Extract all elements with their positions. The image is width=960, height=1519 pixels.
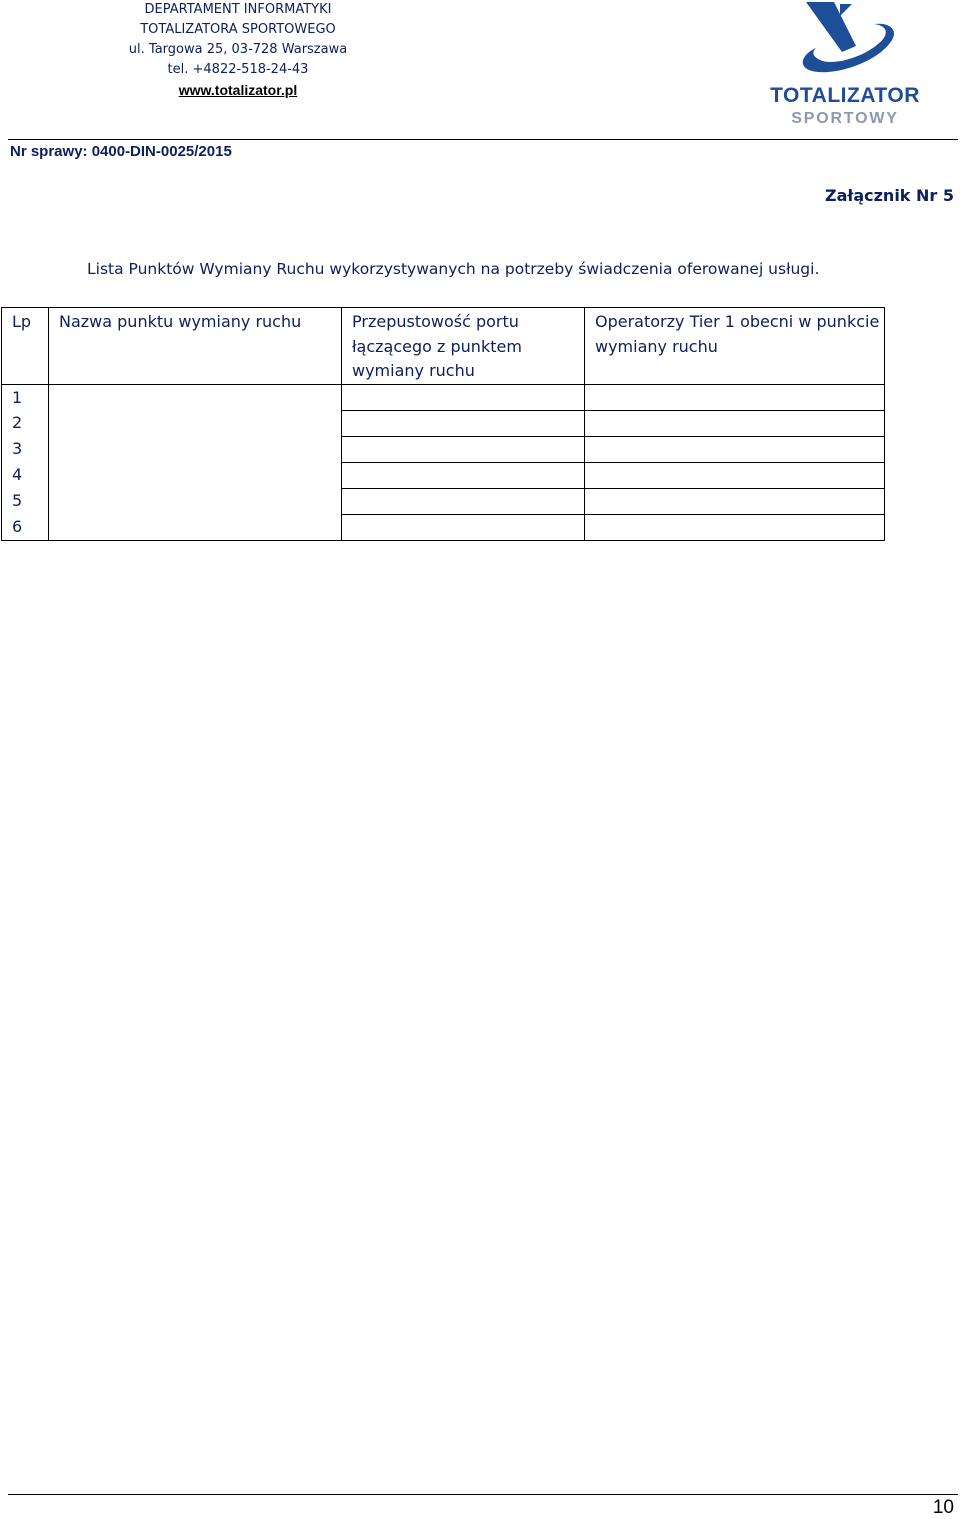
tier1-operators-cell[interactable] [585,410,885,436]
column-header-capacity: Przepustowość portu łączącego z punktem wymiany ruchu [342,308,585,385]
column-header-lp: Lp [2,308,49,385]
row-number: 3 [2,436,49,462]
exchange-point-name-cell[interactable] [49,436,342,462]
port-capacity-cell[interactable] [342,514,585,540]
page-number: 10 [932,1497,954,1518]
table-row [2,462,885,488]
tier1-operators-cell[interactable] [585,462,885,488]
table-header-row [2,308,885,385]
table-row [2,514,885,540]
port-capacity-cell[interactable] [342,410,585,436]
letterhead-address [120,0,356,100]
port-capacity-cell[interactable] [342,462,585,488]
row-number: 6 [2,514,49,540]
table-row [2,436,885,462]
case-number: Nr sprawy: 0400-DIN-0025/2015 [10,143,232,160]
organization-name: TOTALIZATORA SPORTOWEGO [140,22,336,37]
exchange-point-name-cell[interactable] [49,488,342,514]
tier1-operators-cell[interactable] [585,436,885,462]
exchange-point-name-cell[interactable] [49,514,342,540]
port-capacity-cell[interactable] [342,488,585,514]
tier1-operators-cell[interactable] [585,514,885,540]
totalizator-logo [770,0,930,134]
logo-emblem-icon [770,0,920,84]
document-title: Lista Punktów Wymiany Ruchu wykorzystywanych na potrzeby świadczenia oferowanej usługi. [87,260,820,278]
department-name: DEPARTAMENT INFORMATYKI [144,2,332,17]
port-capacity-cell[interactable] [342,384,585,410]
street-address: ul. Targowa 25, 03-728 Warszawa [128,42,348,57]
exchange-point-name-cell[interactable] [49,410,342,436]
logo-wordmark-main: TOTALIZATOR [770,84,920,107]
port-capacity-cell[interactable] [342,436,585,462]
exchange-point-name-cell[interactable] [49,462,342,488]
phone-number: tel. +4822-518-24-43 [167,62,309,77]
attachment-label: Załącznik Nr 5 [825,186,954,205]
row-number: 5 [2,488,49,514]
column-header-operators: Operatorzy Tier 1 obecni w punkcie wymiany ruchu [585,308,885,385]
tier1-operators-cell[interactable] [585,488,885,514]
column-header-name: Nazwa punktu wymiany ruchu [49,308,342,385]
row-number: 1 [2,384,49,410]
row-number: 2 [2,410,49,436]
tier1-operators-cell[interactable] [585,384,885,410]
table-row [2,410,885,436]
table-row [2,488,885,514]
row-number: 4 [2,462,49,488]
header-divider [8,139,958,140]
footer-divider [8,1494,958,1495]
exchange-point-name-cell[interactable] [49,384,342,410]
logo-wordmark-sub: SPORTOWY [791,110,899,127]
website-link[interactable]: www.totalizator.pl [178,82,298,98]
exchange-points-table [1,307,885,541]
table-row [2,384,885,410]
